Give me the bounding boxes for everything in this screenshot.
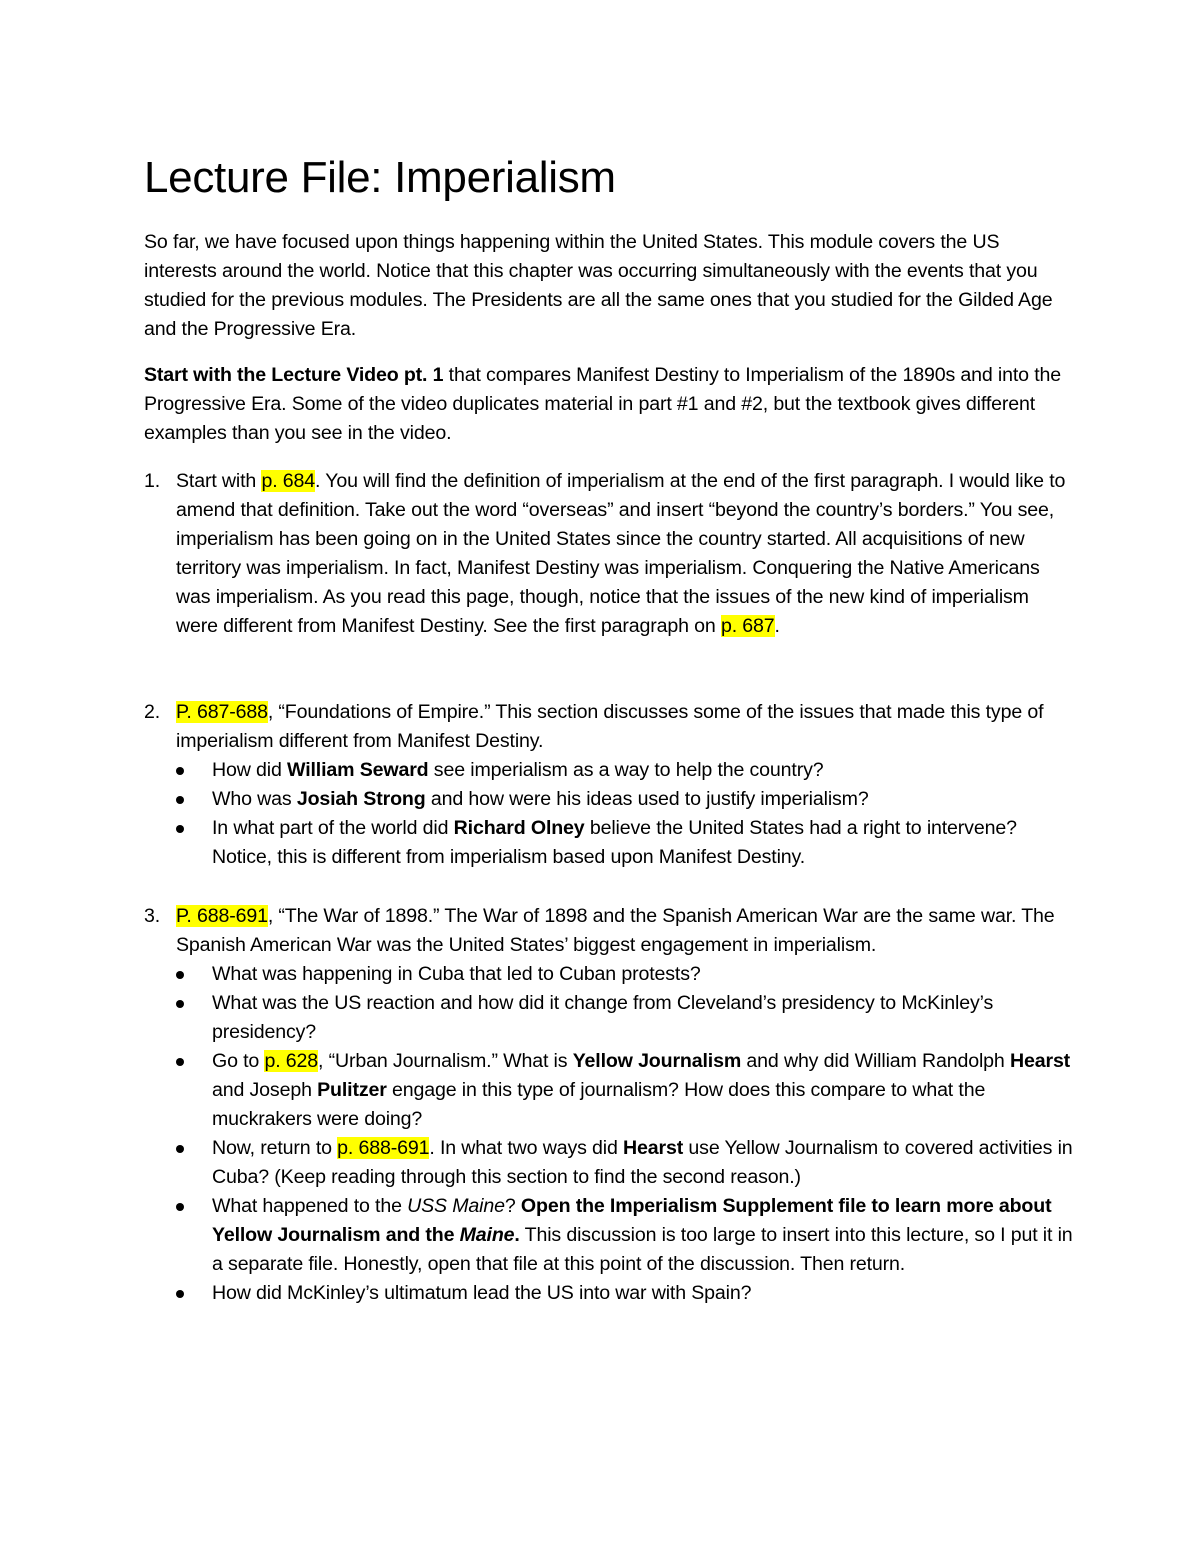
list-item-1	[144, 467, 1074, 641]
bullet-icon	[176, 1000, 184, 1008]
list-item-2	[144, 698, 1074, 872]
bullet-icon	[176, 796, 184, 804]
item-text: Start with	[176, 470, 262, 492]
list-item-3	[144, 902, 1074, 1308]
bullet-item: How did William Seward see imperialism as a way to help the country?	[176, 756, 1074, 785]
page-reference-highlight: p. 628	[264, 1050, 319, 1072]
bullet-item: Now, return to p. 688-691. In what two ways did Hearst use Yellow Journalism to covered activities in Cuba? (Keep reading through this section to find the second reason.)	[176, 1134, 1074, 1192]
bullet-list	[176, 960, 1074, 1308]
item-text: . You will find the definition of imperialism at the end of the first paragraph. I would like to amend that definition. Take out the word “overseas” and insert “beyond the country’s borders.” You see, imperialism has been going on in the United States since the country started. All acquisitions of new territory was imperialism. In fact, Manifest Destiny was imperialism. Conquering the Native Americans was imperialism. As you read this page, though, notice that the issues of the new kind of imperialism were different from Manifest Destiny. See the first paragraph on	[176, 470, 1066, 637]
bullet-item: In what part of the world did Richard Olney believe the United States had a right to intervene? Notice, this is different from imperialism based upon Manifest Destiny.	[176, 814, 1074, 872]
video-paragraph	[144, 361, 1064, 448]
list-number: 1.	[144, 470, 161, 492]
bullet-item: What was happening in Cuba that led to Cuban protests?	[176, 960, 1074, 989]
bullet-icon	[176, 825, 184, 833]
video-instruction-bold: Start with the Lecture Video pt. 1	[144, 364, 444, 386]
bullet-item: What happened to the USS Maine? Open the Imperialism Supplement file to learn more about Yellow Journalism and the Maine. This discussion is too large to insert into this lecture, so I put it in a separate file. Honestly, open that file at this point of the discussion. Then return.	[176, 1192, 1074, 1279]
item-text: .	[774, 615, 780, 637]
page-reference-highlight: p. 688-691	[337, 1137, 430, 1159]
bullet-icon	[176, 1290, 184, 1298]
bullet-list	[176, 756, 1074, 872]
bullet-item: How did McKinley’s ultimatum lead the US into war with Spain?	[176, 1279, 1074, 1308]
page-reference-highlight: P. 687-688	[176, 701, 268, 723]
bullet-icon	[176, 1145, 184, 1153]
bullet-icon	[176, 971, 184, 979]
item-text: , “The War of 1898.” The War of 1898 and the Spanish American War are the same war. The Spanish American War was the United States’ biggest engagement in imperialism.	[176, 905, 1055, 956]
list-number: 3.	[144, 905, 161, 927]
list-number: 2.	[144, 701, 161, 723]
video-paragraph-text: that compares Manifest Destiny to Imperialism of the 1890s and into the Progressive Era. Some of the video duplicates material in part #1 and #2, but the textbook gives different examples than you see in the video.	[144, 364, 1061, 444]
bullet-item: What was the US reaction and how did it change from Cleveland’s presidency to McKinley’s presidency?	[176, 989, 1074, 1047]
bullet-item: Who was Josiah Strong and how were his ideas used to justify imperialism?	[176, 785, 1074, 814]
intro-paragraph: So far, we have focused upon things happening within the United States. This module covers the US interests around the world. Notice that this chapter was occurring simultaneously with the events that you studied for the previous modules. The Presidents are all the same ones that you studied for the Gilded Age and the Progressive Era.	[144, 231, 1053, 340]
page-reference-highlight: p. 684	[261, 470, 316, 492]
page-reference-highlight: p. 687	[720, 615, 775, 637]
bullet-icon	[176, 1203, 184, 1211]
page-reference-highlight: P. 688-691	[176, 905, 268, 927]
page-title: Lecture File: Imperialism	[144, 153, 616, 202]
bullet-icon	[176, 767, 184, 775]
bullet-icon	[176, 1058, 184, 1066]
bullet-item: Go to p. 628, “Urban Journalism.” What is Yellow Journalism and why did William Randolph Hearst and Joseph Pulitzer engage in this type of journalism? How does this compare to what the muckrakers were doing?	[176, 1047, 1074, 1134]
item-text: , “Foundations of Empire.” This section discusses some of the issues that made this type of imperialism different from Manifest Destiny.	[176, 701, 1044, 752]
